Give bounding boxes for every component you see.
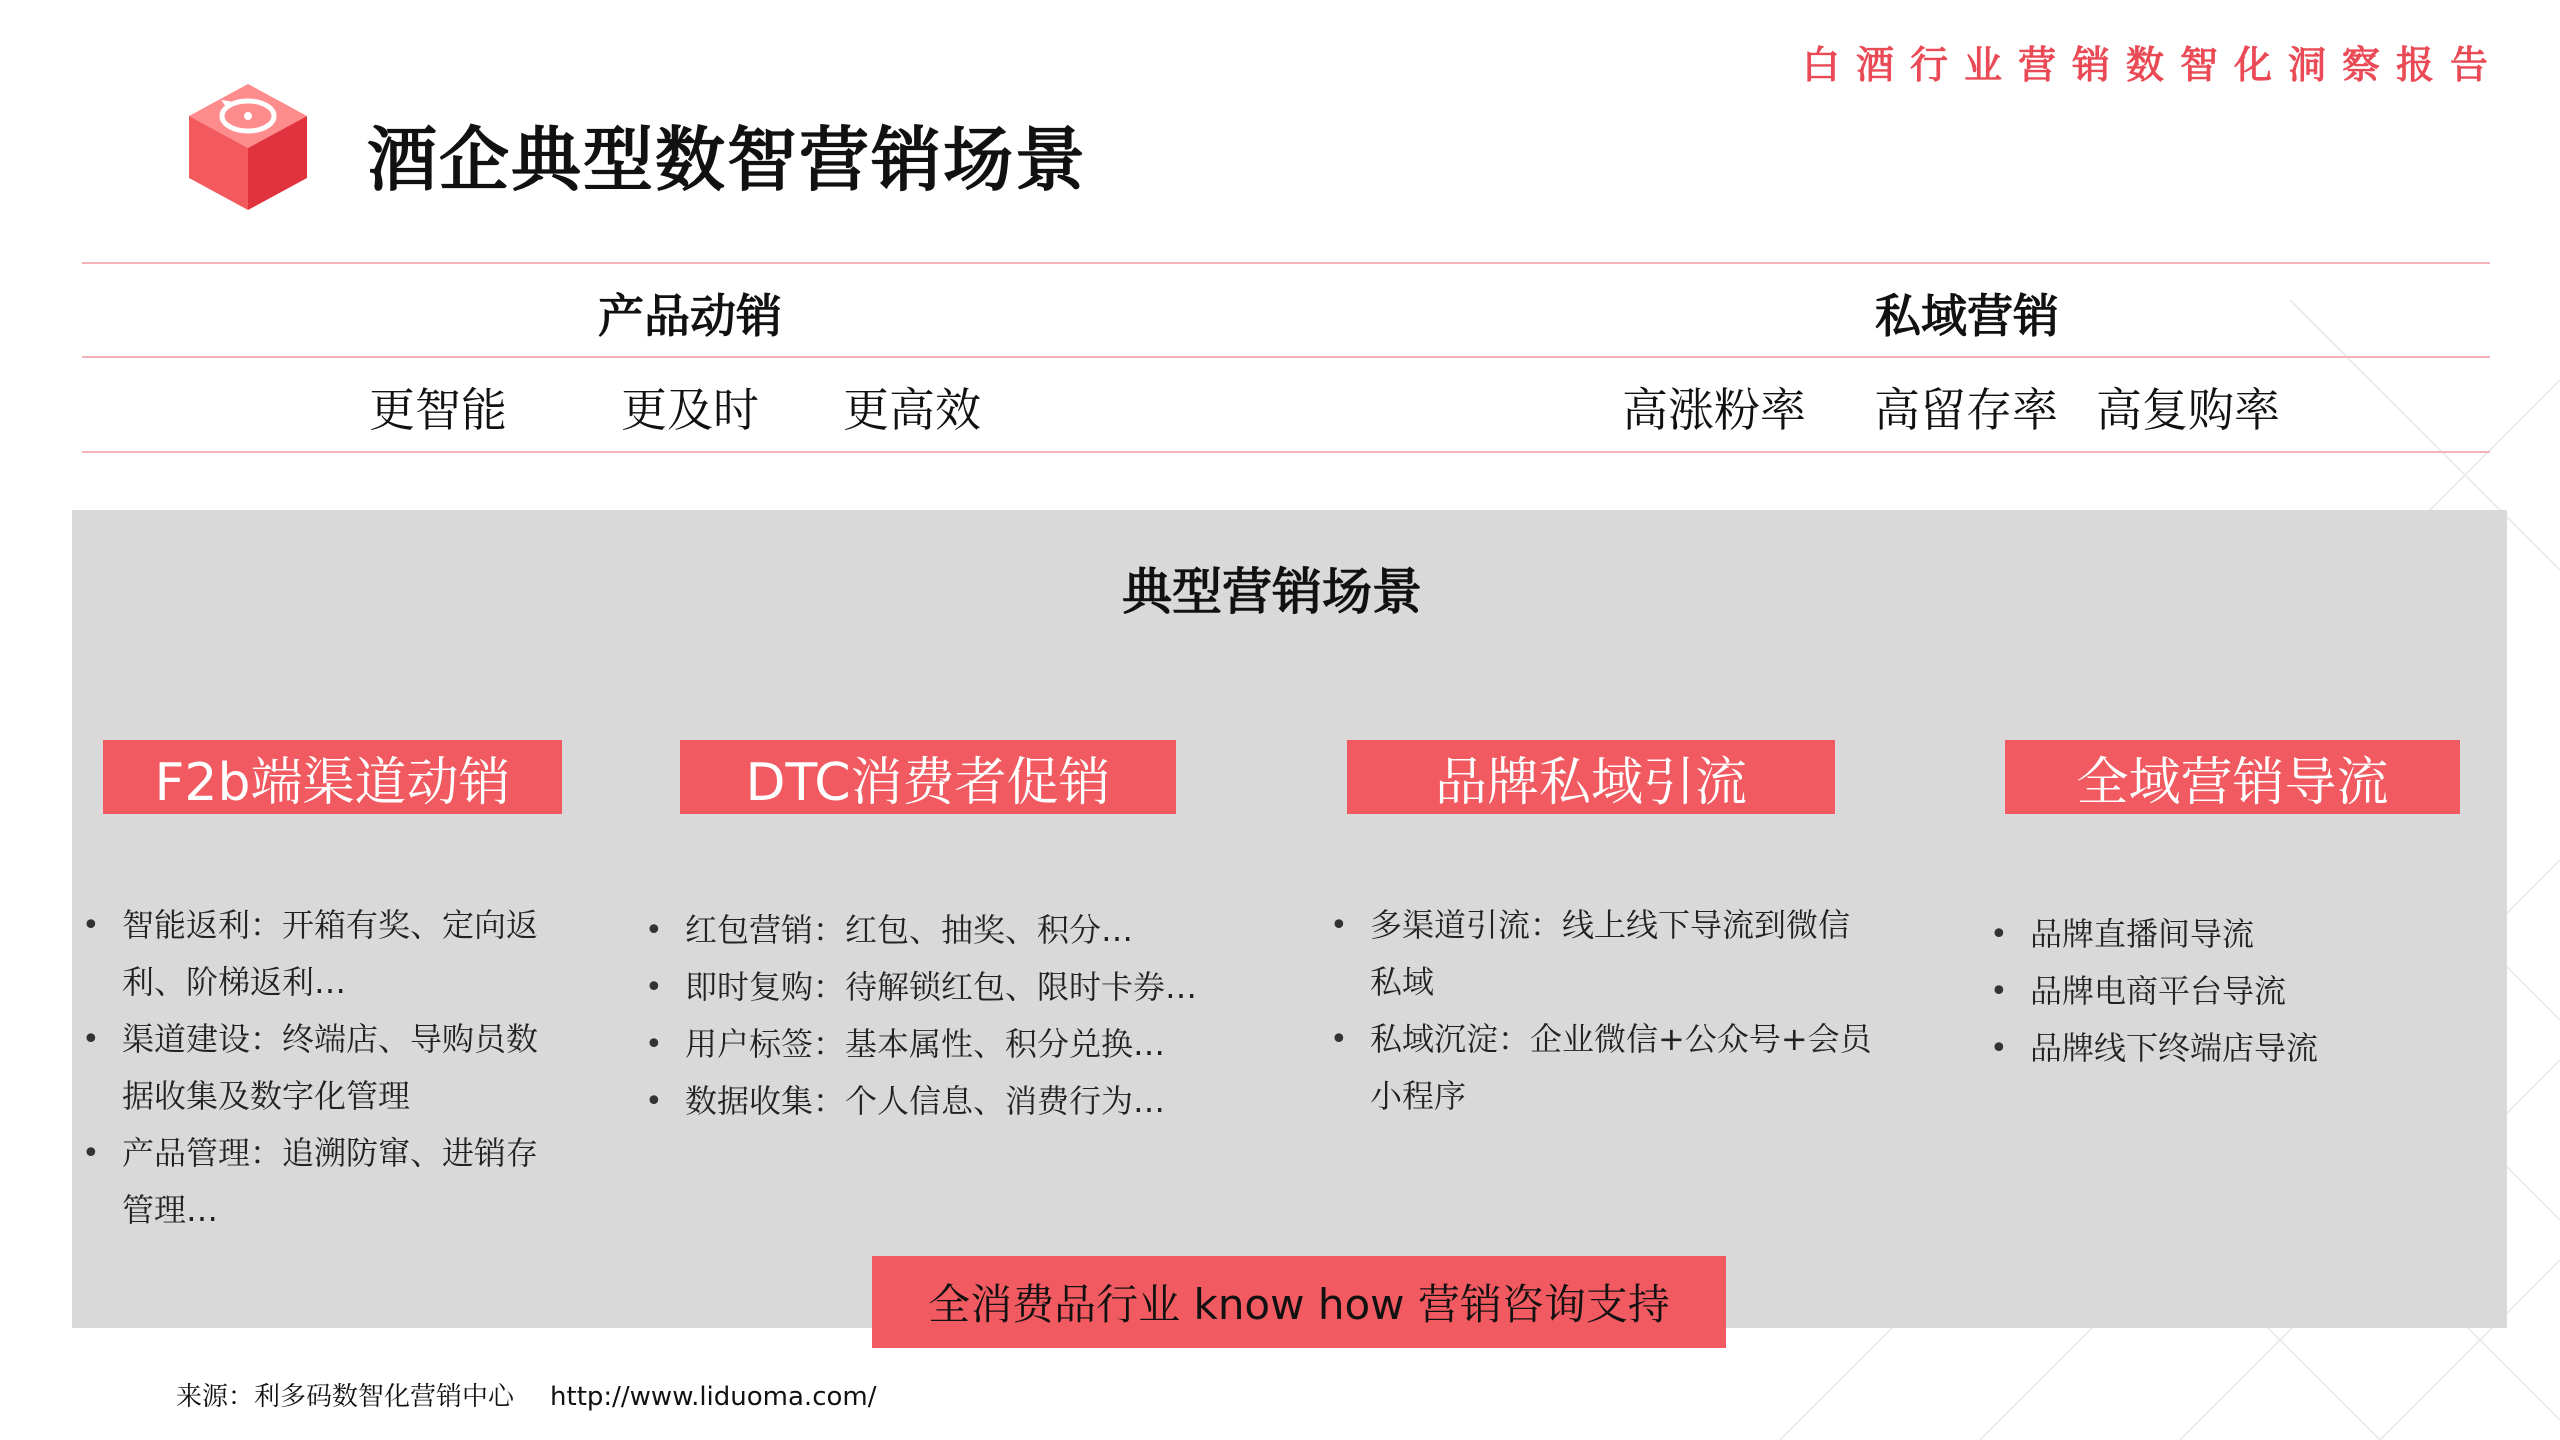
category-product-sales: 产品动销	[598, 289, 782, 343]
list-item: • 产品管理：追溯防窜、进销存 管理…	[82, 1125, 538, 1239]
divider-middle	[82, 356, 2490, 358]
list-item: • 数据收集：个人信息、消费行为…	[645, 1073, 1197, 1130]
divider-top	[82, 262, 2490, 264]
list-item: • 品牌线下终端店导流	[1990, 1020, 2318, 1077]
scenario-heading-f2b: F2b端渠道动销	[103, 740, 562, 814]
page-title: 酒企典型数智营销场景	[367, 119, 1087, 201]
cube-logo-icon	[183, 78, 313, 212]
list-item: • 用户标签：基本属性、积分兑换…	[645, 1016, 1197, 1073]
divider-bottom	[82, 451, 2490, 453]
report-title: 白酒行业营销数智化洞察报告	[1801, 43, 2504, 87]
list-item: • 品牌电商平台导流	[1990, 963, 2318, 1020]
dtc-bullet-list	[645, 902, 1197, 1130]
f2b-bullet-list	[82, 897, 538, 1239]
panel-title: 典型营销场景	[1122, 563, 1422, 621]
omnichannel-bullet-list	[1990, 906, 2318, 1077]
list-item: • 渠道建设：终端店、导购员数 据收集及数字化管理	[82, 1011, 538, 1125]
consulting-support-banner: 全消费品行业 know how 营销咨询支持	[872, 1256, 1726, 1348]
list-item: • 私域沉淀：企业微信+公众号+会员 小程序	[1330, 1011, 1872, 1125]
list-item: • 红包营销：红包、抽奖、积分…	[645, 902, 1197, 959]
scenario-heading-dtc: DTC消费者促销	[680, 740, 1176, 814]
keyword-efficient: 更高效	[843, 383, 981, 437]
list-item: • 智能返利：开箱有奖、定向返 利、阶梯返利…	[82, 897, 538, 1011]
list-item: • 即时复购：待解锁红包、限时卡券…	[645, 959, 1197, 1016]
keyword-retention: 高留存率	[1874, 383, 2058, 437]
private-domain-bullet-list	[1330, 897, 1872, 1125]
source-label: 来源：利多码数智化营销中心	[176, 1382, 515, 1412]
keyword-repurchase: 高复购率	[2096, 383, 2280, 437]
source-url: http://www.liduoma.com/	[550, 1382, 877, 1412]
list-item: • 多渠道引流：线上线下导流到微信 私域	[1330, 897, 1872, 1011]
keyword-timelier: 更及时	[621, 383, 759, 437]
source-note	[176, 1376, 877, 1413]
keyword-smarter: 更智能	[369, 383, 507, 437]
keyword-follower-growth: 高涨粉率	[1622, 383, 1806, 437]
scenario-heading-omnichannel: 全域营销导流	[2005, 740, 2460, 814]
category-private-domain: 私域营销	[1875, 289, 2059, 343]
list-item: • 品牌直播间导流	[1990, 906, 2318, 963]
scenario-heading-private-domain: 品牌私域引流	[1347, 740, 1835, 814]
